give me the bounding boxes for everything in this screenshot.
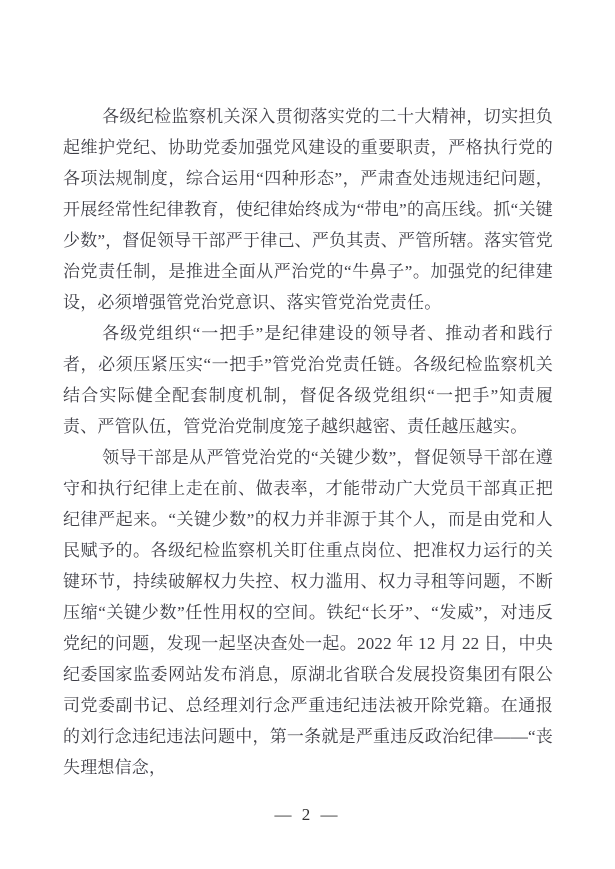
- document-body: [63, 101, 553, 783]
- paragraph-3: 领导干部是从严管党治党的“关键少数”，督促领导干部在遵守和执行纪律上走在前、做表率，才能带动广大党员干部真正把纪律严起来。“关键少数”的权力并非源于其个人，而是由党和人民赋予的。各级纪检监察机关盯住重点岗位、把准权力运行的关键环节，持续破解权力失控、权力滥用、权力寻租等问题，不断压缩“关键少数”任性用权的空间。铁纪“长牙”、“发威”，对违反党纪的问题，发现一起坚决查处一起。2022 年 12 月 22 日，中央纪委国家监委网站发布消息，原湖北省联合发展投资集团有限公司党委副书记、总经理刘行念严重违纪违法被开除党籍。在通报的刘行念违纪违法问题中，第一条就是严重违反政治纪律——“丧失理想信念，: [63, 448, 553, 777]
- paragraph-2: 各级党组织“一把手”是纪律建设的领导者、推动者和践行者，必须压紧压实“一把手”管党治党责任链。各级纪检监察机关结合实际健全配套制度机制，督促各级党组织“一把手”知责履责、严管队伍，管党治党制度笼子越织越密、责任越压越实。: [63, 324, 553, 436]
- paragraph-1: 各级纪检监察机关深入贯彻落实党的二十大精神，切实担负起维护党纪、协助党委加强党风建设的重要职责，严格执行党的各项法规制度，综合运用“四种形态”，严肃查处违规违纪问题，开展经常性纪律教育，使纪律始终成为“带电”的高压线。抓“关键少数”，督促领导干部严于律己、严负其责、严管所辖。落实管党治党责任制，是推进全面从严治党的“牛鼻子”。加强党的纪律建设，必须增强管党治党意识、落实管党治党责任。: [63, 107, 553, 312]
- page-number: — 2 —: [274, 805, 341, 824]
